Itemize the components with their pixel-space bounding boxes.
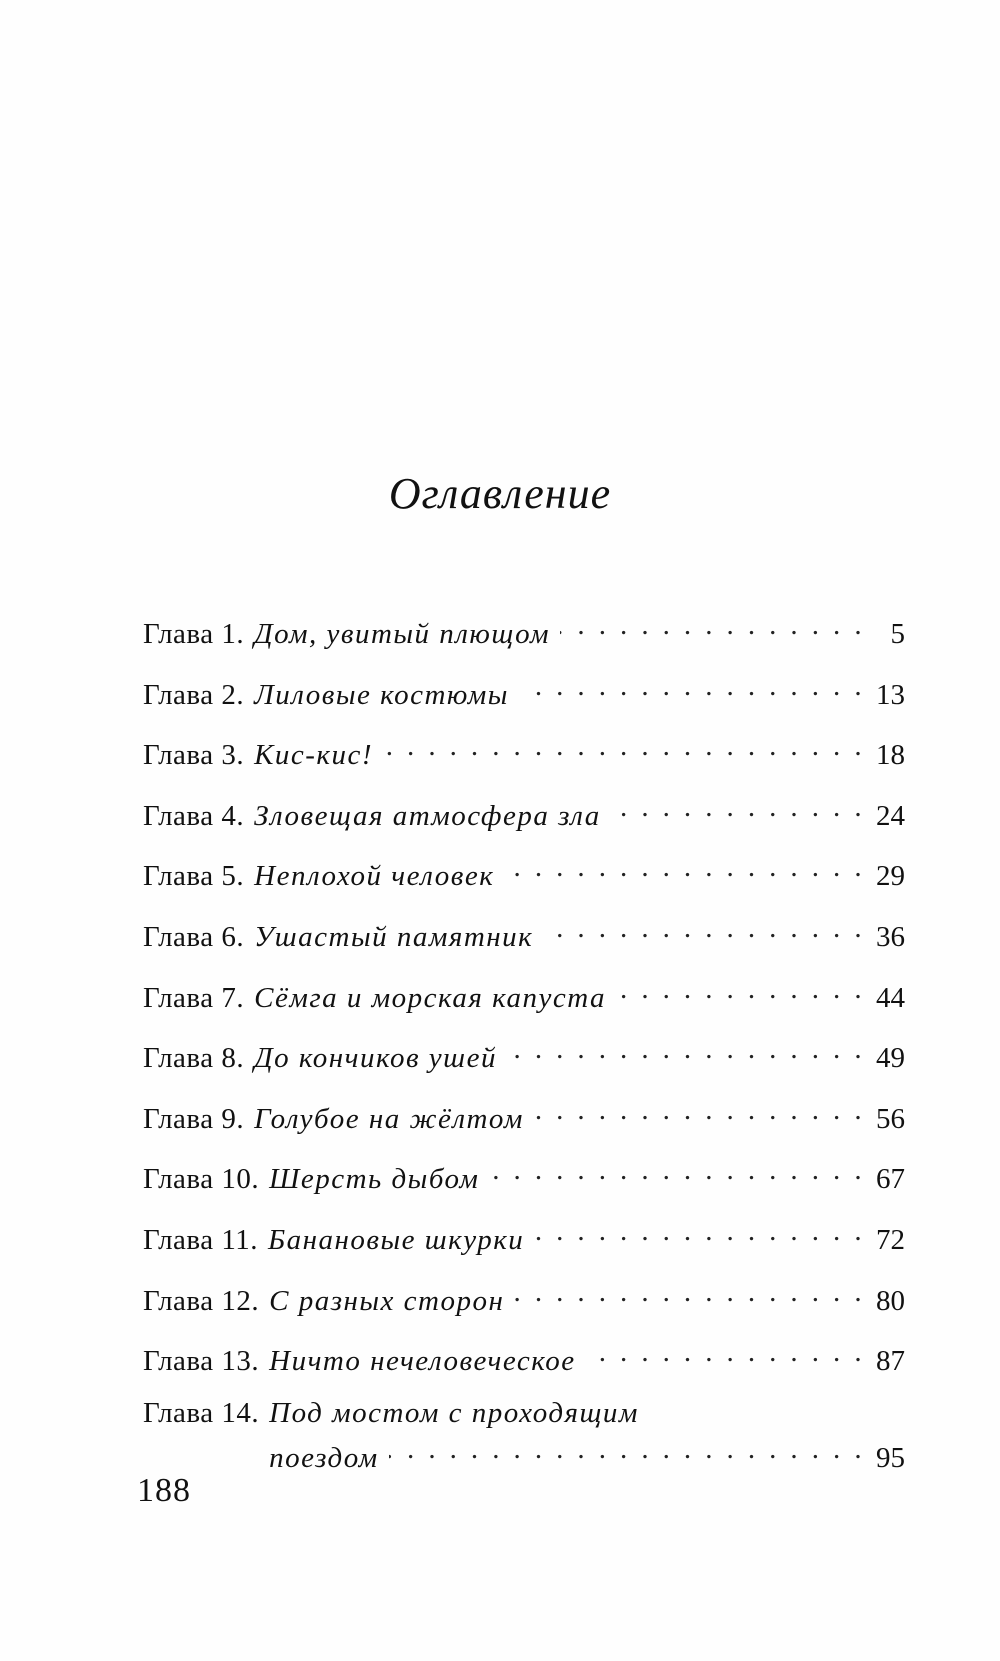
chapter-page: 72	[876, 1223, 905, 1256]
chapter-page: 56	[876, 1102, 905, 1135]
toc-entry	[143, 1274, 905, 1335]
chapter-title-block	[259, 1395, 905, 1474]
dot-leader	[616, 971, 865, 1007]
chapter-title-continuation	[269, 1431, 905, 1474]
chapter-title: Кис-кис!	[254, 739, 374, 772]
chapter-page: 18	[876, 739, 905, 772]
chapter-page: 5	[890, 618, 905, 650]
chapter-title: Неплохой человек	[254, 860, 495, 893]
dot-leader	[489, 1152, 865, 1188]
dot-leader	[543, 910, 865, 946]
chapter-title: Голубое на жёлтом	[254, 1102, 524, 1135]
chapter-label: Глава 6.	[143, 920, 245, 953]
chapter-label: Глава 7.	[143, 981, 245, 1014]
dot-leader	[611, 789, 865, 825]
toc-entry	[143, 849, 905, 910]
dot-leader	[514, 1274, 865, 1310]
dot-leader	[389, 1431, 865, 1467]
chapter-title: Сёмга и морская капуста	[254, 981, 606, 1014]
dot-leader	[586, 1334, 865, 1370]
chapter-page: 67	[876, 1163, 905, 1196]
toc-entry	[143, 971, 905, 1032]
chapter-label: Глава 3.	[143, 739, 245, 772]
toc-entry	[143, 789, 905, 850]
toc-entry	[143, 910, 905, 971]
chapter-label: Глава 14.	[143, 1396, 260, 1429]
toc-entry	[143, 1334, 905, 1395]
toc-entry	[143, 1031, 905, 1092]
chapter-title: Лиловые костюмы	[254, 678, 509, 711]
chapter-page: 95	[876, 1441, 905, 1474]
chapter-title-line2: поездом	[269, 1441, 379, 1474]
toc-entry	[143, 1092, 905, 1153]
chapter-title: Шерсть дыбом	[269, 1163, 480, 1196]
toc-title: Оглавление	[388, 469, 612, 518]
dot-leader	[534, 1092, 865, 1128]
dot-leader	[560, 607, 865, 643]
chapter-title: Зловещая атмосфера зла	[254, 799, 601, 832]
chapter-page: 87	[876, 1345, 905, 1378]
chapter-title: Банановые шкурки	[268, 1223, 525, 1256]
chapter-label: Глава 11.	[143, 1223, 259, 1256]
chapter-title: До кончиков ушей	[254, 1042, 497, 1075]
toc-entry	[143, 668, 905, 729]
chapter-label: Глава 12.	[143, 1284, 260, 1317]
chapter-page: 36	[876, 920, 905, 953]
chapter-label: Глава 8.	[143, 1042, 245, 1075]
chapter-title: Дом, увитый плющом	[254, 618, 551, 650]
dot-leader	[534, 1213, 865, 1249]
dot-leader	[383, 728, 865, 764]
chapter-page: 24	[876, 799, 905, 832]
chapter-label: Глава 4.	[143, 799, 245, 832]
table-of-contents	[143, 607, 905, 1474]
chapter-label: Глава 5.	[143, 860, 245, 893]
chapter-label: Глава 1.	[143, 618, 245, 650]
chapter-label: Глава 2.	[143, 678, 245, 711]
chapter-label: Глава 13.	[143, 1345, 260, 1378]
dot-leader	[507, 1031, 865, 1067]
toc-entry	[143, 1152, 905, 1213]
chapter-label: Глава 10.	[143, 1163, 260, 1196]
toc-entry	[143, 728, 905, 789]
dot-leader	[519, 668, 865, 704]
chapter-title: Ушастый памятник	[254, 920, 534, 953]
dot-leader	[504, 849, 865, 885]
page-number: 188	[137, 1472, 191, 1509]
chapter-page: 80	[876, 1284, 905, 1317]
toc-entry	[143, 1395, 905, 1474]
chapter-page: 44	[876, 981, 905, 1014]
chapter-page: 49	[876, 1042, 905, 1075]
chapter-title: Под мостом с проходящим	[269, 1396, 639, 1429]
chapter-title: С разных сторон	[269, 1284, 505, 1317]
chapter-label: Глава 9.	[143, 1102, 245, 1135]
toc-entry	[143, 1213, 905, 1274]
chapter-title: Ничто нечеловеческое	[269, 1345, 576, 1378]
chapter-page: 13	[876, 678, 905, 711]
chapter-page: 29	[876, 860, 905, 893]
toc-entry	[143, 607, 905, 668]
